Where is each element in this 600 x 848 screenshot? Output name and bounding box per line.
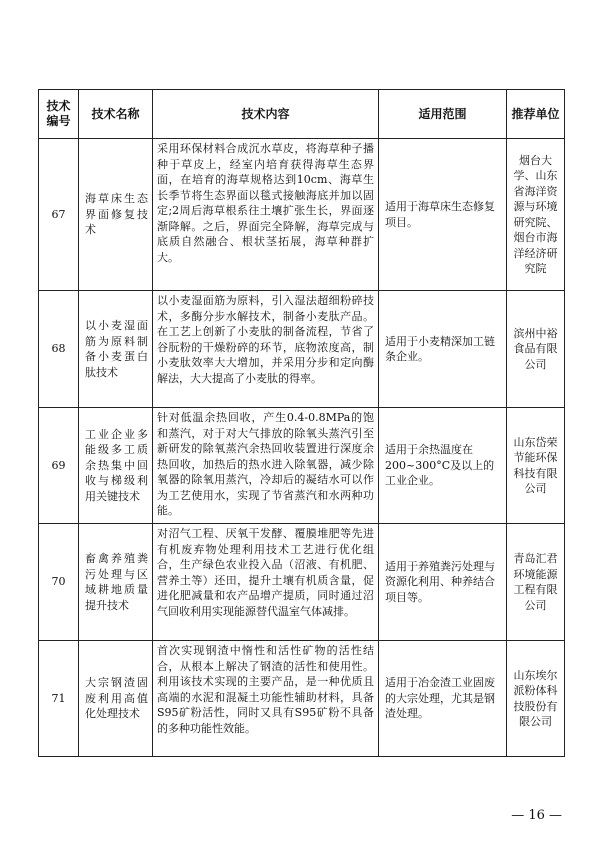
header-content: 技术内容	[153, 90, 379, 139]
row-tech-content: 以小麦湿面筋为原料，引入湿法超细粉碎技术，多酶分步水解技术，制备小麦肽产品。在工艺上创新了小麦肽的制备流程，节省了谷朊粉的干燥粉碎的环节，底物浓度高，制小麦肽效率大大增加，并采用分步和定向酶解法，大大提高了小麦肽的得率。	[153, 291, 379, 408]
table-row	[39, 641, 565, 757]
row-scope: 适用于余热温度在200~300°C及以上的工业企业。	[379, 408, 507, 524]
header-recommender: 推荐单位	[507, 90, 565, 139]
row-number: 68	[39, 291, 79, 408]
row-tech-name: 以小麦湿面筋为原料制备小麦蛋白肽技术	[79, 291, 153, 408]
row-scope: 适用于海草床生态修复项目。	[379, 139, 507, 291]
page-number: — 16 —	[511, 808, 562, 823]
row-recommender: 烟台大学、山东省海洋资源与环境研究院、烟台市海洋经济研究院	[507, 139, 565, 291]
row-recommender: 山东岱荣节能环保科技有限公司	[507, 408, 565, 524]
header-scope: 适用范围	[379, 90, 507, 139]
row-tech-content: 对沼气工程、厌氧干发酵、覆膜堆肥等先进有机废弃物处理利用技术工艺进行优化组合，生产绿色农业投入品（沼液、有机肥、营养土等）还田，提升土壤有机质含量，促进化肥减量和农产品增产提质，同时通过沼气回收利用实现能源替代温室气体减排。	[153, 524, 379, 641]
technology-table	[38, 89, 565, 757]
row-tech-content: 采用环保材料合成沉水草皮，将海草种子播种于草皮上，经室内培育获得海草生态界面，在培育的海草规格达到10cm、海草生长季节将生态界面以毯式接触海底并加以固定;2周后海草根系往土壤扩张生长，界面逐渐降解。之后，界面完全降解，海草完成与底质自然融合、根状茎拓展，海草种群扩大。	[153, 139, 379, 291]
row-number: 69	[39, 408, 79, 524]
row-number: 67	[39, 139, 79, 291]
row-recommender: 青岛汇君环境能源工程有限公司	[507, 524, 565, 641]
row-scope: 适用于冶金渣工业固废的大宗处理，尤其是钢渣处理。	[379, 641, 507, 757]
row-tech-name: 工业企业多能级多工质余热集中回收与梯级利用关键技术	[79, 408, 153, 524]
row-tech-name: 大宗钢渣固废利用高值化处理技术	[79, 641, 153, 757]
row-tech-content: 针对低温余热回收，产生0.4-0.8MPa的饱和蒸汽，对于对大气排放的除氧头蒸汽引至新研发的除氧蒸汽余热回收装置进行深度余热回收，加热后的热水进入除氧器，减少除氧器的除氧用蒸汽，冷却后的凝结水可以作为工艺使用水，实现了节省蒸汽和水两种功能。	[153, 408, 379, 524]
header-name: 技术名称	[79, 90, 153, 139]
row-scope: 适用于小麦精深加工链条企业。	[379, 291, 507, 408]
row-recommender: 山东埃尔派粉体科技股份有限公司	[507, 641, 565, 757]
row-number: 70	[39, 524, 79, 641]
row-number: 71	[39, 641, 79, 757]
row-recommender: 滨州中裕食品有限公司	[507, 291, 565, 408]
row-tech-name: 畜禽养殖粪污处理与区域耕地质量提升技术	[79, 524, 153, 641]
row-tech-name: 海草床生态界面修复技术	[79, 139, 153, 291]
row-scope: 适用于养殖粪污处理与资源化利用、种养结合项目等。	[379, 524, 507, 641]
table-header-row	[39, 90, 565, 139]
header-number: 技术编号	[39, 90, 79, 139]
table-row	[39, 408, 565, 524]
row-tech-content: 首次实现钢渣中惰性和活性矿物的活性结合，从根本上解决了钢渣的活性和使用性。利用该技术实现的主要产品，是一种优质且高端的水泥和混凝土功能性辅助材料，具备S95矿粉活性，同时又具有S95矿粉不具备的多种功能性效能。	[153, 641, 379, 757]
table-row	[39, 524, 565, 641]
table-row	[39, 139, 565, 291]
table-row	[39, 291, 565, 408]
